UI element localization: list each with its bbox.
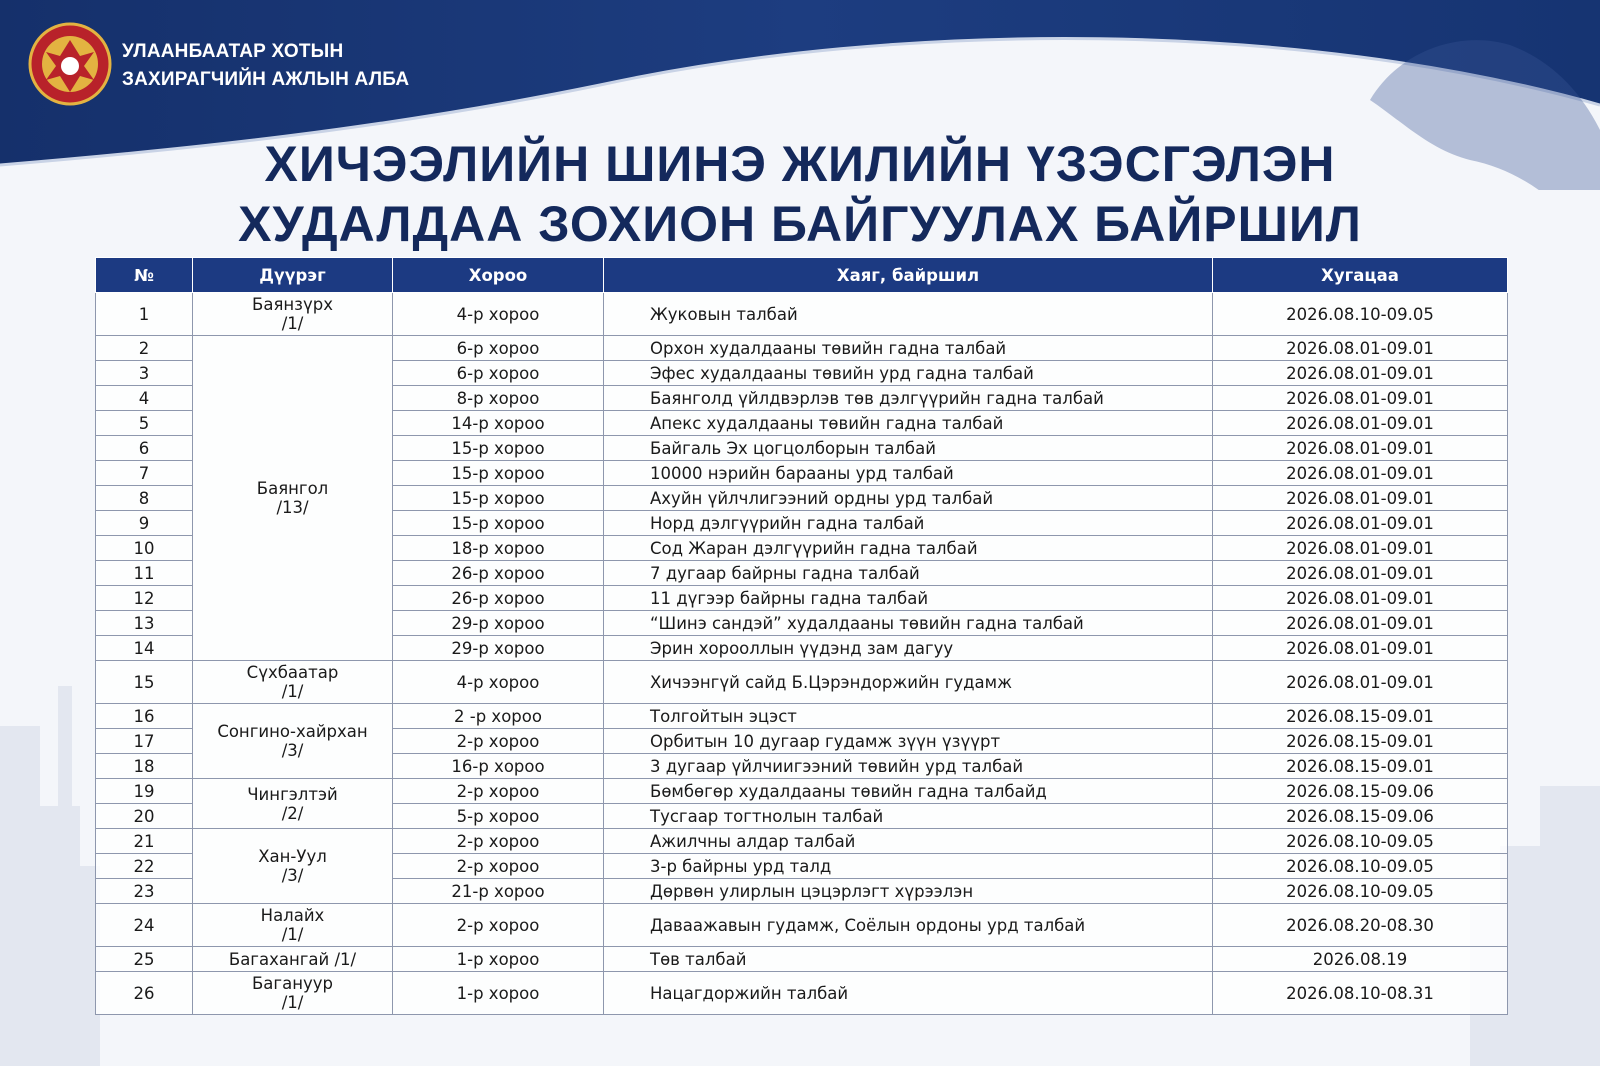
khoroo-cell: 2-р хороо: [393, 829, 604, 854]
district-cell: [193, 947, 393, 972]
address-cell: Эрин хорооллын үүдэнд зам дагуу: [604, 636, 1213, 661]
address-cell: 3 дугаар үйлчиигээний төвийн урд талбай: [604, 754, 1213, 779]
period-cell: 2026.08.15-09.01: [1213, 754, 1508, 779]
row-number: 4: [96, 386, 193, 411]
address-cell: Ахуйн үйлчлигээний ордны урд талбай: [604, 486, 1213, 511]
district-name: Багануур: [251, 974, 333, 993]
khoroo-cell: 16-р хороо: [393, 754, 604, 779]
period-cell: 2026.08.10-09.05: [1213, 293, 1508, 336]
row-number: 2: [96, 336, 193, 361]
table-row: [96, 947, 1508, 972]
address-cell: Даваажавын гудамж, Соёлын ордоны урд талбай: [604, 904, 1213, 947]
address-cell: Хичээнгүй сайд Б.Цэрэндоржийн гудамж: [604, 661, 1213, 704]
table-row: [96, 829, 1508, 854]
district-count: /1/: [281, 993, 304, 1012]
period-cell: 2026.08.01-09.01: [1213, 586, 1508, 611]
address-cell: Эфес худалдааны төвийн урд гадна талбай: [604, 361, 1213, 386]
table-row: [96, 336, 1508, 361]
row-number: 17: [96, 729, 193, 754]
period-cell: 2026.08.20-08.30: [1213, 904, 1508, 947]
period-cell: 2026.08.01-09.01: [1213, 411, 1508, 436]
row-number: 12: [96, 586, 193, 611]
table-row: [96, 293, 1508, 336]
row-number: 1: [96, 293, 193, 336]
khoroo-cell: 2-р хороо: [393, 854, 604, 879]
district-count: /13/: [276, 498, 309, 517]
period-cell: 2026.08.10-09.05: [1213, 854, 1508, 879]
district-count: /2/: [281, 803, 304, 823]
period-cell: 2026.08.10-08.31: [1213, 972, 1508, 1015]
page-title: [0, 134, 1600, 254]
khoroo-cell: 1-р хороо: [393, 947, 604, 972]
district-count: /3/: [281, 866, 304, 885]
row-number: 25: [96, 947, 193, 972]
table-row: [96, 661, 1508, 704]
row-number: 24: [96, 904, 193, 947]
khoroo-cell: 8-р хороо: [393, 386, 604, 411]
khoroo-cell: 6-р хороо: [393, 361, 604, 386]
district-count: /1/: [281, 314, 304, 333]
row-number: 21: [96, 829, 193, 854]
district-name: Багахангай /1/: [228, 949, 357, 969]
address-cell: Бөмбөгөр худалдааны төвийн гадна талбайд: [604, 779, 1213, 804]
period-cell: 2026.08.15-09.01: [1213, 729, 1508, 754]
title-line1: ХИЧЭЭЛИЙН ШИНЭ ЖИЛИЙН ҮЗЭСГЭЛЭН: [264, 136, 1336, 192]
column-header: №: [96, 258, 193, 293]
district-count: /1/: [281, 925, 304, 944]
period-cell: 2026.08.01-09.01: [1213, 436, 1508, 461]
khoroo-cell: 29-р хороо: [393, 636, 604, 661]
table-row: [96, 779, 1508, 804]
district-cell: [193, 661, 393, 704]
row-number: 26: [96, 972, 193, 1015]
row-number: 16: [96, 704, 193, 729]
address-cell: 3-р байрны урд талд: [604, 854, 1213, 879]
period-cell: 2026.08.01-09.01: [1213, 361, 1508, 386]
row-number: 19: [96, 779, 193, 804]
title-line2: ХУДАЛДАА ЗОХИОН БАЙГУУЛАХ БАЙРШИЛ: [238, 196, 1362, 252]
row-number: 13: [96, 611, 193, 636]
period-cell: 2026.08.01-09.01: [1213, 486, 1508, 511]
khoroo-cell: 5-р хороо: [393, 804, 604, 829]
address-cell: Баянголд үйлдвэрлэв төв дэлгүүрийн гадна талбай: [604, 386, 1213, 411]
row-number: 8: [96, 486, 193, 511]
address-cell: Сод Жаран дэлгүүрийн гадна талбай: [604, 536, 1213, 561]
period-cell: 2026.08.01-09.01: [1213, 611, 1508, 636]
period-cell: 2026.08.01-09.01: [1213, 661, 1508, 704]
address-cell: Тусгаар тогтнолын талбай: [604, 804, 1213, 829]
district-cell: [193, 704, 393, 779]
district-count: /1/: [281, 682, 304, 701]
table-row: [96, 704, 1508, 729]
khoroo-cell: 14-р хороо: [393, 411, 604, 436]
khoroo-cell: 1-р хороо: [393, 972, 604, 1015]
organization-name: [122, 38, 409, 94]
address-cell: Ажилчны алдар талбай: [604, 829, 1213, 854]
address-cell: Апекс худалдааны төвийн гадна талбай: [604, 411, 1213, 436]
period-cell: 2026.08.10-09.05: [1213, 829, 1508, 854]
column-header: Хороо: [393, 258, 604, 293]
row-number: 20: [96, 804, 193, 829]
district-cell: [193, 972, 393, 1015]
period-cell: 2026.08.10-09.05: [1213, 879, 1508, 904]
district-name: Баянзүрх: [252, 295, 333, 314]
period-cell: 2026.08.01-09.01: [1213, 511, 1508, 536]
khoroo-cell: 26-р хороо: [393, 586, 604, 611]
period-cell: 2026.08.01-09.01: [1213, 386, 1508, 411]
address-cell: Толгойтын эцэст: [604, 704, 1213, 729]
org-name-line2: ЗАХИРАГЧИЙН АЖЛЫН АЛБА: [122, 69, 410, 90]
address-cell: Нацагдоржийн талбай: [604, 972, 1213, 1015]
khoroo-cell: 21-р хороо: [393, 879, 604, 904]
khoroo-cell: 4-р хороо: [393, 293, 604, 336]
address-cell: 7 дугаар байрны гадна талбай: [604, 561, 1213, 586]
address-cell: Дөрвөн улирлын цэцэрлэгт хүрээлэн: [604, 879, 1213, 904]
period-cell: 2026.08.01-09.01: [1213, 636, 1508, 661]
khoroo-cell: 18-р хороо: [393, 536, 604, 561]
district-name: Сонгино-хайрхан: [217, 722, 368, 741]
khoroo-cell: 6-р хороо: [393, 336, 604, 361]
khoroo-cell: 15-р хороо: [393, 486, 604, 511]
khoroo-cell: 29-р хороо: [393, 611, 604, 636]
row-number: 23: [96, 879, 193, 904]
column-header: Хугацаа: [1213, 258, 1508, 293]
row-number: 15: [96, 661, 193, 704]
address-cell: “Шинэ сандэй” худалдааны төвийн гадна талбай: [604, 611, 1213, 636]
address-cell: 11 дүгээр байрны гадна талбай: [604, 586, 1213, 611]
row-number: 10: [96, 536, 193, 561]
period-cell: 2026.08.15-09.06: [1213, 804, 1508, 829]
khoroo-cell: 15-р хороо: [393, 436, 604, 461]
district-cell: [193, 336, 393, 661]
district-name: Чингэлтэй: [247, 784, 338, 804]
period-cell: 2026.08.01-09.01: [1213, 561, 1508, 586]
table-row: [96, 972, 1508, 1015]
row-number: 11: [96, 561, 193, 586]
period-cell: 2026.08.15-09.01: [1213, 704, 1508, 729]
row-number: 22: [96, 854, 193, 879]
address-cell: Байгаль Эх цогцолборын талбай: [604, 436, 1213, 461]
row-number: 9: [96, 511, 193, 536]
address-cell: Орбитын 10 дугаар гудамж зүүн үзүүрт: [604, 729, 1213, 754]
district-cell: [193, 829, 393, 904]
schedule-table: [95, 257, 1508, 1015]
table-header-row: [96, 258, 1508, 293]
period-cell: 2026.08.19: [1213, 947, 1508, 972]
period-cell: 2026.08.01-09.01: [1213, 461, 1508, 486]
district-count: /3/: [281, 741, 304, 760]
district-cell: [193, 779, 393, 829]
column-header: Хаяг, байршил: [604, 258, 1213, 293]
period-cell: 2026.08.15-09.06: [1213, 779, 1508, 804]
address-cell: Норд дэлгүүрийн гадна талбай: [604, 511, 1213, 536]
table-row: [96, 904, 1508, 947]
address-cell: Орхон худалдааны төвийн гадна талбай: [604, 336, 1213, 361]
district-cell: [193, 293, 393, 336]
khoroo-cell: 4-р хороо: [393, 661, 604, 704]
district-cell: [193, 904, 393, 947]
khoroo-cell: 26-р хороо: [393, 561, 604, 586]
district-name: Налайх: [260, 906, 325, 925]
row-number: 5: [96, 411, 193, 436]
district-name: Хан-Уул: [258, 847, 327, 866]
org-name-line1: УЛААНБААТАР ХОТЫН: [122, 41, 344, 62]
row-number: 7: [96, 461, 193, 486]
district-name: Сүхбаатар: [246, 663, 339, 682]
address-cell: Жуковын талбай: [604, 293, 1213, 336]
period-cell: 2026.08.01-09.01: [1213, 536, 1508, 561]
khoroo-cell: 2 -р хороо: [393, 704, 604, 729]
row-number: 18: [96, 754, 193, 779]
row-number: 14: [96, 636, 193, 661]
address-cell: Төв талбай: [604, 947, 1213, 972]
city-emblem-icon: [28, 22, 112, 106]
khoroo-cell: 2-р хороо: [393, 779, 604, 804]
period-cell: 2026.08.01-09.01: [1213, 336, 1508, 361]
address-cell: 10000 нэрийн барааны урд талбай: [604, 461, 1213, 486]
row-number: 3: [96, 361, 193, 386]
khoroo-cell: 15-р хороо: [393, 511, 604, 536]
district-name: Баянгол: [256, 479, 329, 498]
khoroo-cell: 2-р хороо: [393, 729, 604, 754]
column-header: Дүүрэг: [193, 258, 393, 293]
row-number: 6: [96, 436, 193, 461]
khoroo-cell: 15-р хороо: [393, 461, 604, 486]
khoroo-cell: 2-р хороо: [393, 904, 604, 947]
